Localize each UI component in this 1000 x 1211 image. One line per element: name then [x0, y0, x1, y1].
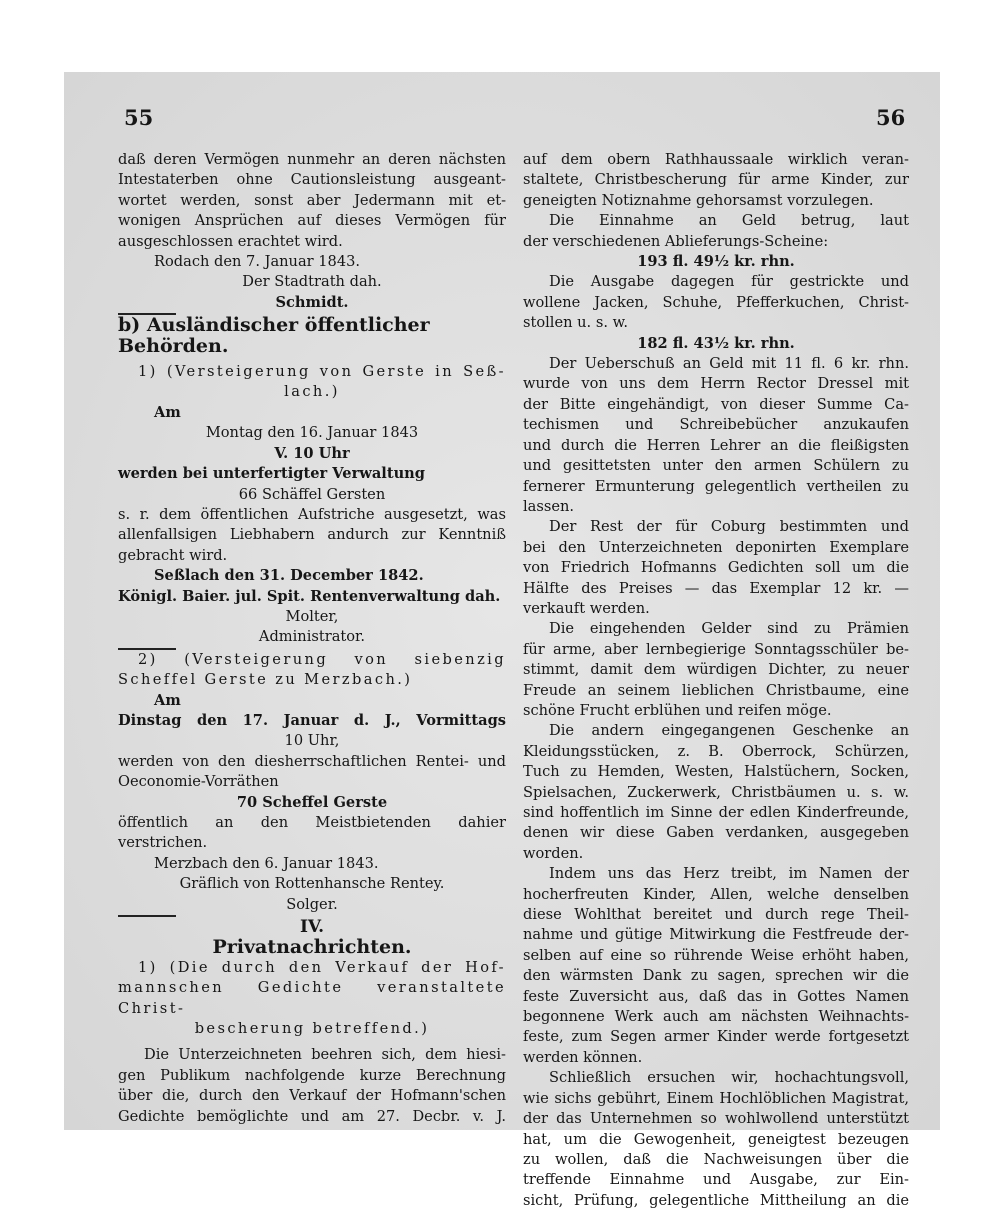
text-line: hocherfreuten Kinder, Allen, welche denselben: [523, 885, 909, 903]
text-line: treffende Einnahme und Ausgabe, zur Ein-: [523, 1171, 909, 1189]
amount-line: 193 fl. 49½ kr. rhn.: [637, 253, 795, 271]
text-line: feste, zum Segen armer Kinder werde fortgesetzt: [523, 1028, 909, 1046]
text-line: gebracht wird.: [118, 546, 228, 564]
signature-name: Solger.: [286, 895, 338, 913]
text-line: und durch die Herren Lehrer an die fleißigsten: [523, 436, 909, 454]
text-line: auf dem obern Rathhaussaale wirklich veran-: [523, 151, 909, 168]
text-line: sicht, Prüfung, gelegentliche Mittheilung an die: [523, 1191, 909, 1209]
text-line: Kleidungsstücken, z. B. Oberrock, Schürzen,: [523, 742, 909, 760]
text-line: Am: [154, 691, 181, 709]
text-line: Gedichte bemöglichte und am 27. Decbr. v. J.: [118, 1107, 506, 1125]
text-line: Indem uns das Herz treibt, im Namen der: [549, 865, 909, 883]
text-line: der Bitte eingehändigt, von dieser Summe Ca-: [523, 395, 909, 413]
text-line: Die andern eingegangenen Geschenke an: [549, 722, 909, 740]
text-line: Die Einnahme an Geld betrug, laut: [549, 212, 909, 230]
text-line: ausgeschlossen erachtet wird.: [118, 232, 343, 250]
text-line: Die Ausgabe dagegen für gestrickte und: [549, 273, 909, 291]
place-date: Merzbach den 6. Januar 1843.: [154, 854, 379, 872]
text-line: denen wir diese Gaben verdanken, ausgegeben: [523, 824, 909, 842]
text-line: techismen und Schreibebücher anzukaufen: [523, 416, 909, 434]
text-line: Hälfte des Preises — das Exemplar 12 kr. —: [523, 579, 909, 597]
text-line: sind hoffentlich im Sinne der edlen Kinderfreunde,: [523, 804, 909, 821]
text-line: daß deren Vermögen nunmehr an deren nächsten: [118, 151, 506, 168]
text-line: wie sichs gebührt, Einem Hochlöblichen Magistrat,: [523, 1089, 909, 1107]
section-heading: Privatnachrichten.: [212, 936, 412, 959]
text-line: öffentlich an den Meistbietenden dahier verstrichen.: [118, 814, 506, 852]
text-line: werden können.: [523, 1048, 643, 1066]
text-line: der verschiedenen Ablieferungs-Scheine:: [523, 232, 829, 250]
page-number-right: 56: [876, 105, 906, 130]
text-line: werden bei unterfertigter Verwaltung: [118, 465, 425, 483]
notice-heading: lach.): [284, 383, 340, 401]
text-line: Tuch zu Hemden, Westen, Halstüchern, Socken,: [523, 763, 909, 781]
notice-heading: 2) (Versteigerung von siebenzig: [138, 650, 506, 668]
text-line: fernerer Ermunterung gelegentlich vertheilen zu: [523, 477, 909, 495]
signature-authority: Der Stadtrath dah.: [242, 273, 382, 291]
text-line: von Friedrich Hofmanns Gedichten soll um die: [523, 559, 909, 577]
text-line: der das Unternehmen so wohlwollend unterstützt: [523, 1110, 909, 1128]
time-line: V. 10 Uhr: [274, 444, 350, 462]
date-line: Dinstag den 17. Januar d. J., Vormittags: [118, 711, 506, 729]
section-heading: b) Ausländischer öffentlicher Behörden.: [118, 314, 430, 357]
place-date: Seßlach den 31. December 1842.: [154, 567, 424, 585]
notice-heading: Scheffel Gerste zu Merzbach.): [118, 671, 413, 689]
signature-name: Molter,: [285, 607, 339, 625]
text-line: begonnene Werk auch am nächsten Weihnachts-: [523, 1008, 909, 1026]
text-line: werden von den diesherrschaftlichen Rentei- und: [118, 752, 506, 770]
place-date: Rodach den 7. Januar 1843.: [154, 253, 361, 271]
text-line: bei den Unterzeichneten deponirten Exemplare: [523, 538, 909, 556]
notice-heading: bescherung betreffend.): [194, 1020, 430, 1038]
right-column: [523, 150, 909, 1211]
text-line: geneigten Notiznahme gehorsamst vorzulegen.: [523, 191, 874, 209]
text-line: und gesittetsten unter den armen Schülern zu: [523, 457, 909, 475]
text-line: stollen u. s. w.: [523, 314, 628, 332]
text-line: worden.: [523, 844, 584, 862]
text-line: Spielsachen, Zuckerwerk, Christbäumen u. s. w.: [523, 783, 909, 801]
text-line: verkauft werden.: [523, 599, 650, 617]
text-line: gen Publikum nachfolgende kurze Berechnung: [118, 1066, 506, 1084]
notice-heading: mannschen Gedichte veranstaltete Christ-: [118, 979, 506, 1017]
item-line: 66 Schäffel Gersten: [238, 485, 386, 503]
text-line: wollene Jacken, Schuhe, Pfefferkuchen, Christ-: [523, 293, 909, 311]
signature-authority: Königl. Baier. jul. Spit. Rentenverwaltung dah.: [118, 587, 501, 605]
text-line: Oeconomie-Vorräthen: [118, 773, 279, 791]
text-line: Freude an seinem lieblichen Christbaume, eine: [523, 681, 909, 699]
text-line: Die eingehenden Gelder sind zu Prämien: [549, 620, 909, 638]
page-number-left: 55: [124, 105, 154, 130]
text-line: den wärmsten Dank zu sagen, sprechen wir die: [523, 967, 909, 985]
text-line: Intestaterben ohne Cautionsleistung ausgeant-: [118, 171, 506, 189]
text-line: staltete, Christbescherung für arme Kinder, zur: [523, 171, 909, 189]
signature-name: Schmidt.: [275, 293, 349, 311]
text-line: nahme und gütige Mitwirkung die Festfreude der-: [523, 926, 909, 944]
text-line: stimmt, damit dem würdigen Dichter, zu neuer: [523, 661, 909, 679]
text-line: wurde von uns dem Herrn Rector Dressel mit: [523, 375, 909, 393]
text-line: feste Zuversicht aus, daß das in Gottes Namen: [523, 987, 909, 1005]
text-line: für arme, aber lernbegierige Sonntagsschüler be-: [523, 640, 909, 658]
text-line: wonigen Ansprüchen auf dieses Vermögen für: [118, 212, 506, 230]
text-line: Die Unterzeichneten beehren sich, dem hiesi-: [144, 1046, 506, 1064]
text-line: diese Wohlthat bereitet und durch rege Theil-: [523, 906, 909, 924]
signature-authority: Gräflich von Rottenhansche Rentey.: [179, 875, 445, 893]
text-line: Am: [154, 403, 181, 421]
text-line: Schließlich ersuchen wir, hochachtungsvoll,: [549, 1069, 909, 1087]
signature-title: Administrator.: [258, 628, 366, 646]
text-line: hat, um die Gewogenheit, geneigtest bezeugen: [523, 1130, 909, 1148]
text-line: wortet werden, sonst aber Jedermann mit et-: [118, 191, 506, 209]
notice-heading: 1) (Die durch den Verkauf der Hof-: [138, 958, 506, 976]
time-line: 10 Uhr,: [284, 732, 340, 750]
left-column: [118, 150, 506, 1127]
section-number: IV.: [299, 917, 325, 938]
text-line: lassen.: [523, 497, 575, 515]
text-line: Der Rest der für Coburg bestimmten und: [549, 518, 909, 536]
text-line: zu wollen, daß die Nachweisungen über die: [523, 1150, 909, 1168]
amount-line: 182 fl. 43½ kr. rhn.: [637, 334, 795, 352]
text-line: s. r. dem öffentlichen Aufstriche ausgesetzt, was: [118, 505, 506, 523]
text-line: allenfallsigen Liebhabern andurch zur Kenntniß: [118, 526, 506, 544]
text-line: Der Ueberschuß an Geld mit 11 fl. 6 kr. rhn.: [549, 355, 909, 373]
text-line: über die, durch den Verkauf der Hofmann'schen: [118, 1087, 506, 1105]
item-line: 70 Scheffel Gerste: [236, 793, 388, 811]
text-line: schöne Frucht erblühen und reifen möge.: [523, 701, 832, 719]
date-line: Montag den 16. Januar 1843: [205, 424, 419, 442]
notice-heading: 1) (Versteigerung von Gerste in Seß-: [138, 363, 506, 381]
text-line: selben auf eine so rührende Weise erhöht haben,: [523, 946, 909, 964]
